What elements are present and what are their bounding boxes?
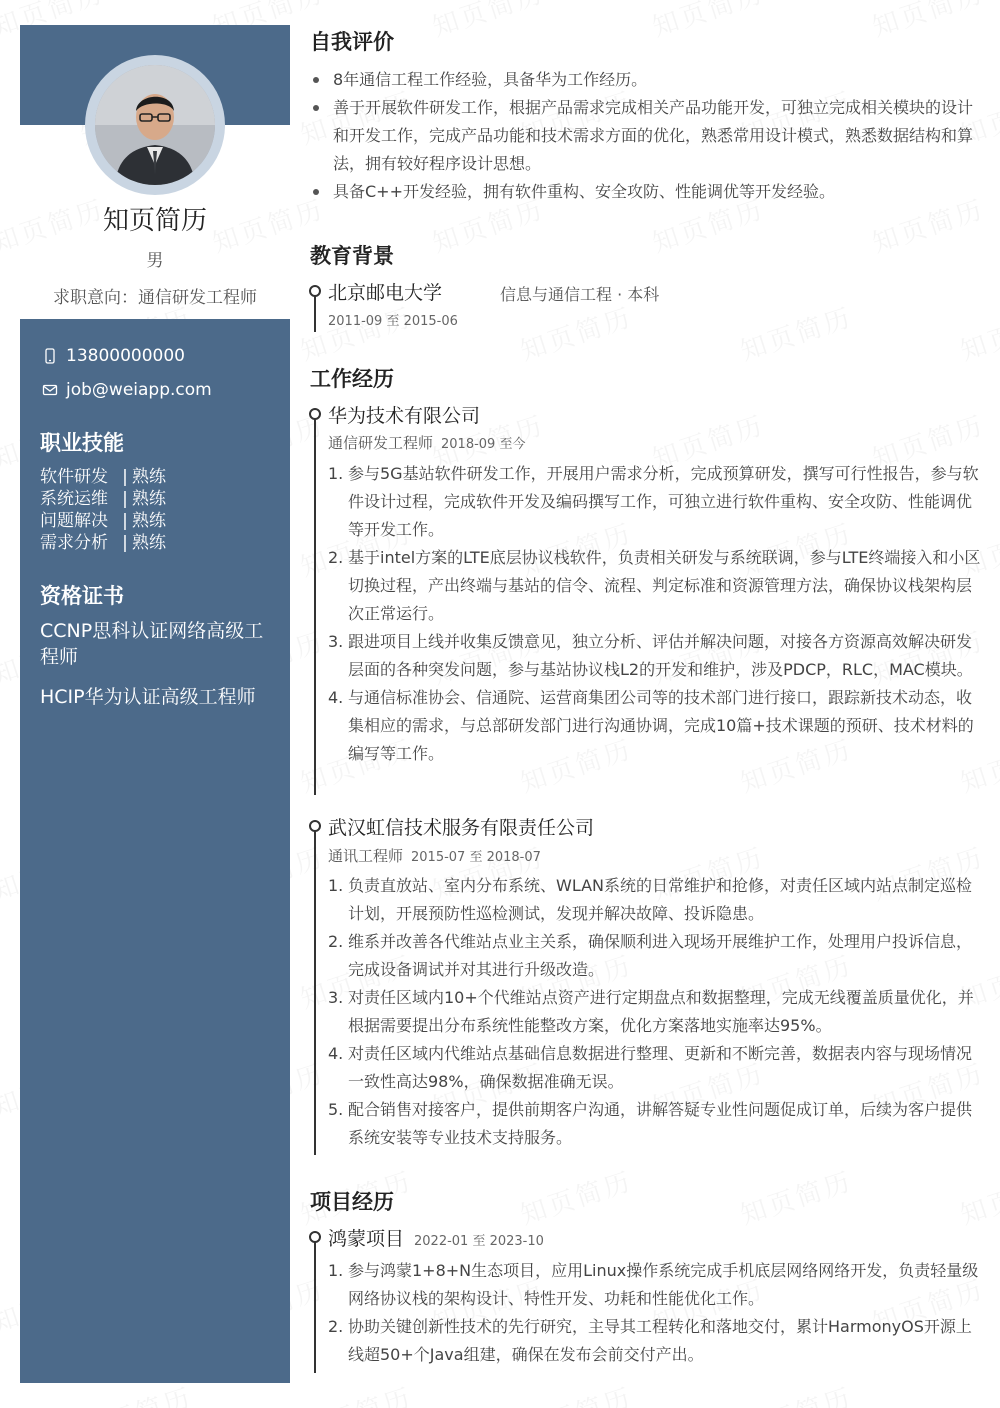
job-duty-item: 4. 对责任区域内代维站点基础信息数据进行整理、更新和不断完善，数据表内容与现场情况一致性高达98%，确保数据准确无误。 — [328, 1044, 973, 1091]
watermark-text — [295, 1377, 417, 1408]
candidate-gender: 男 — [146, 251, 164, 271]
job-intent-label: 求职意向： — [53, 288, 138, 308]
skill-level: 熟练 — [132, 467, 166, 487]
skill-row — [40, 466, 166, 488]
skill-level: 熟练 — [132, 533, 166, 553]
education-timeline-dot — [309, 285, 321, 297]
skill-name: 问题解决 — [40, 511, 108, 531]
job-duty-item: 3. 跟进项目上线并收集反馈意见，独立分析、评估并解决问题，对接各方资源高效解决研发层面的各种突发问题，参与基站协议栈L2的开发和维护，涉及PDCP，RLC，MAC模块。 — [328, 632, 973, 679]
school-major: 信息与通信工程 · 本科 — [500, 285, 660, 304]
watermark-text — [735, 1161, 857, 1232]
job-timeline-line — [314, 415, 316, 795]
project-name: 鸿蒙项目 — [328, 1228, 405, 1250]
watermark-text — [515, 297, 637, 368]
email-address: job@weiapp.com — [66, 380, 212, 400]
skill-name: 系统运维 — [40, 489, 108, 509]
project-meta — [328, 1224, 544, 1251]
watermark-text — [647, 0, 769, 44]
job-duty-item: 5. 配合销售对接客户，提供前期客户沟通，讲解答疑专业性问题促成订单，后续为客户提供系统安装等专业技术支持服务。 — [328, 1100, 973, 1147]
watermark-text — [735, 1377, 857, 1408]
self-eval-item: 8年通信工程工作经验，具备华为工作经历。 — [310, 66, 985, 94]
job-intent — [20, 283, 290, 308]
skill-row — [40, 532, 166, 554]
education-date-row — [328, 310, 458, 329]
job-role: 通信研发工程师 — [328, 434, 434, 452]
phone-icon — [42, 348, 58, 364]
job-date: 2018-09 至今 — [441, 437, 526, 452]
job-company: 华为技术有限公司 — [328, 405, 481, 427]
project-duty-item: 2. 协助关键创新性技术的先行研究，主导其工程转化和落地交付，累计HarmonyOS开源上线超50+个Java组建，确保在发布会前交付产出。 — [328, 1317, 972, 1364]
education-date: 2011-09 至 2015-06 — [328, 314, 458, 329]
job-duty-item: 2. 基于intel方案的LTE底层协议栈软件，负责相关研发与系统联调，参与LTE终端接入和小区切换过程，产出终端与基站的信令、流程、判定标准和资源管理方法，确保协议栈架构层次正常运行。 — [328, 548, 981, 623]
skill-row — [40, 510, 166, 532]
job-company: 武汉虹信技术服务有限责任公司 — [328, 817, 595, 839]
skill-separator: | — [122, 533, 128, 553]
job-timeline-dot — [309, 820, 321, 832]
mail-icon — [42, 382, 58, 398]
education-timeline-line — [314, 292, 316, 332]
skill-level: 熟练 — [132, 489, 166, 509]
self-eval-list — [310, 66, 985, 206]
certs-heading: 资格证书 — [40, 584, 124, 608]
job-timeline-dot — [309, 408, 321, 420]
contact-email[interactable] — [42, 380, 212, 400]
job-date: 2015-07 至 2018-07 — [411, 850, 541, 865]
project-duty-item: 1. 参与鸿蒙1+8+N生态项目，应用Linux操作系统完成手机底层网络网络开发，负责轻量级网络协议栈的架构设计、特性开发、功耗和性能优化工作。 — [328, 1261, 979, 1308]
projects-heading: 项目经历 — [310, 1190, 394, 1214]
phone-number: 13800000000 — [66, 346, 185, 366]
cert-item: CCNP思科认证网络高级工程师 — [40, 620, 264, 668]
person-photo-icon — [95, 65, 215, 185]
project-date: 2022-01 至 2023-10 — [414, 1234, 544, 1249]
job-duty-item: 1. 参与5G基站软件研发工作，开展用户需求分析，完成预算研发，撰写可行性报告，参与软件设计过程，完成软件开发及编码撰写工作，可独立进行软件重构、安全攻防、性能调优等开发工作。 — [328, 464, 979, 539]
candidate-name: 知页简历 — [102, 206, 207, 236]
project-duty-list — [328, 1257, 983, 1369]
project-timeline-dot — [309, 1231, 321, 1243]
skill-level: 熟练 — [132, 511, 166, 531]
project-timeline-line — [314, 1238, 316, 1373]
job-meta — [328, 845, 541, 866]
avatar — [95, 65, 215, 185]
watermark-text — [955, 1161, 1000, 1232]
watermark-text — [515, 1377, 637, 1408]
job-duty-item: 4. 与通信标准协会、信通院、运营商集团公司等的技术部门进行接口，跟踪新技术动态，收集相应的需求，与总部研发部门进行沟通协调，完成10篇+技术课题的预研、技术材料的编写等工作。 — [328, 688, 974, 763]
skills-heading: 职业技能 — [40, 431, 124, 455]
self-eval-item: 善于开展软件研发工作，根据产品需求完成相关产品功能开发，可独立完成相关模块的设计和开发工作，完成产品功能和技术需求方面的优化，熟悉常用设计模式，熟悉数据结构和算法，拥有较好程序设计思想。 — [310, 94, 985, 178]
watermark-text — [427, 0, 549, 44]
work-heading: 工作经历 — [310, 367, 394, 391]
watermark-text — [867, 0, 989, 44]
skill-row — [40, 488, 166, 510]
skill-separator: | — [122, 467, 128, 487]
watermark-text — [735, 297, 857, 368]
watermark-text — [515, 1161, 637, 1232]
job-meta — [328, 432, 525, 453]
skill-name: 软件研发 — [40, 467, 108, 487]
skills-list — [40, 466, 166, 554]
skill-separator: | — [122, 511, 128, 531]
job-duty-item: 1. 负责直放站、室内分布系统、WLAN系统的日常维护和抢修，对责任区域内站点制定巡检计划，开展预防性巡检测试，发现并解决故障、投诉隐患。 — [328, 876, 973, 923]
self-eval-item: 具备C++开发经验，拥有软件重构、安全攻防、性能调优等开发经验。 — [310, 178, 985, 206]
job-intent-value: 通信研发工程师 — [138, 288, 257, 308]
cert-item: HCIP华为认证高级工程师 — [40, 686, 256, 708]
watermark-text — [955, 297, 1000, 368]
job-duty-list — [328, 460, 983, 768]
school-name: 北京邮电大学 — [328, 282, 443, 304]
education-heading: 教育背景 — [310, 244, 394, 268]
job-duty-item: 2. 维系并改善各代维站点业主关系，确保顺利进入现场开展维护工作，处理用户投诉信息，完成设备调试并对其进行升级改造。 — [328, 932, 973, 979]
job-duty-list — [328, 872, 983, 1152]
job-timeline-line — [314, 827, 316, 1155]
self-eval-heading: 自我评价 — [310, 30, 394, 54]
skill-separator: | — [122, 489, 128, 509]
contact-phone[interactable] — [42, 346, 185, 366]
job-duty-item: 3. 对责任区域内10+个代维站点资产进行定期盘点和数据整理，完成无线覆盖质量优化，并根据需要提出分布系统性能整改方案，优化方案落地实施率达95%。 — [328, 988, 974, 1035]
watermark-text — [955, 1377, 1000, 1408]
job-role: 通讯工程师 — [328, 847, 404, 865]
skill-name: 需求分析 — [40, 533, 108, 553]
